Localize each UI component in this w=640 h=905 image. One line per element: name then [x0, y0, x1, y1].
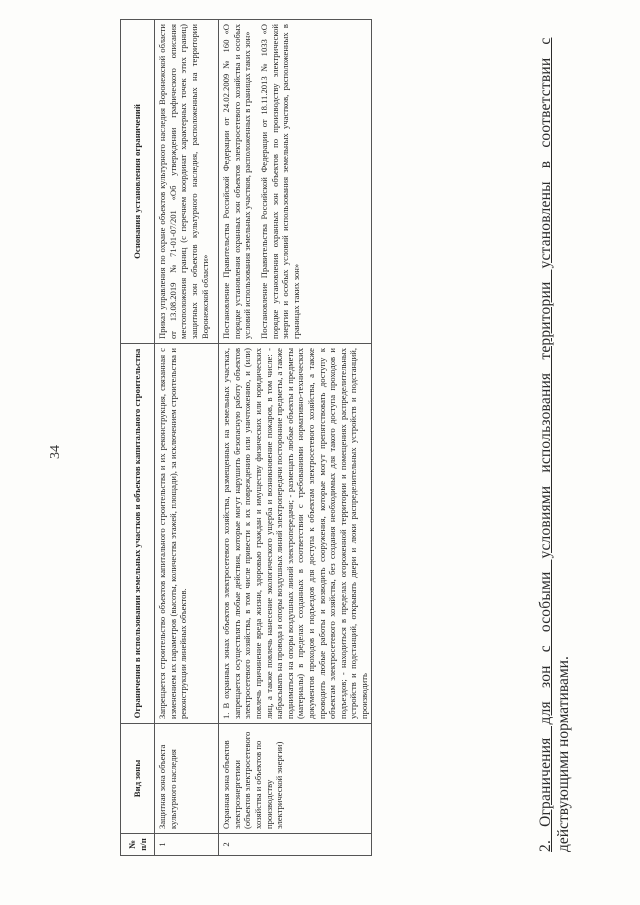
- header-basis: Основания установления ограничений: [121, 20, 155, 344]
- basis-paragraph: Приказ управления по охране объектов культурного наследия Воронежской области от 13.08.2019 №71-01-07/201 «Об утверждении графического описания местоположения границ (с перечнем координат характерных точек этих границ) защитных зон объектов культурного наследия, расположенных на территории Воронежской области»: [157, 24, 210, 339]
- row-zone-type: Защитная зона объекта культурного наследия: [155, 724, 219, 834]
- restrictions-table: [120, 19, 372, 856]
- row-restrictions: 1. В охранных зонах объектов электросетевого хозяйства, размещенных на земельных участках, запрещается осуществлять любые действия, которые могут нарушить безопасную работу объектов электросетевого хозяйства, в том числе привести к их повреждению или уничтожению, и (или) повлечь причинение вреда жизни, здоровью граждан и имуществу физических или юридических лиц, а также повлечь нанесение экологического ущерба и возникновение пожаров, в том числе: - набрасывать на провода и опоры воздушных линий электропередачи посторонние предметы, а также подниматься на опоры воздушных линий электропередачи; - размещать любые объекты и предметы (материалы) в пределах созданных в соответствии с требованиями нормативно-технических документов проходов и подъездов для доступа к объектам электросетевого хозяйства, а также проводить любые работы и возводить сооружения, которые могут препятствовать доступу к объектам электросетевого хозяйства, без создания необходимых для такого доступа проходов и подъездов; - находиться в пределах огороженной территории и помещениях распределительных устройств и подстанций, открывать двери и люки распределительных устройств и подстанций, производить: [219, 344, 372, 724]
- row-restrictions: Запрещается строительство объектов капитального строительства и их реконструкция, связанная с изменением их параметров (высоты, количества этажей, площади), за исключением строительства и реконструкции линейных объектов.: [155, 344, 219, 724]
- header-restrictions: Ограничения в использовании земельных участков и объектов капитального строительства: [121, 344, 155, 724]
- section-heading: [537, 32, 573, 852]
- basis-paragraph: Постановление Правительства Российской Федерации от 24.02.2009 № 160 «О порядке установления охранных зон объектов электросетевого хозяйства и особых условий использования земельных участков, расположенных в границах таких зон»: [221, 24, 253, 339]
- row-zone-type: Охранная зона объектов электроэнергетики (объектов электросетевого хозяйства и объектов по производству электрической энергии): [219, 724, 372, 834]
- table-row: [219, 20, 372, 856]
- row-num: 1: [155, 834, 219, 856]
- heading-line-1: 2. Ограничения для зон с особыми условиями использования территории установлены в соответствии с: [537, 37, 554, 852]
- page-number: 34: [48, 445, 63, 459]
- row-num: 2: [219, 834, 372, 856]
- rotated-sheet: [10, 12, 630, 892]
- table-header-row: [121, 20, 155, 856]
- basis-paragraph: Постановление Правительства Российской Федерации от 18.11.2013 № 1033 «О порядке установления охранных зон объектов по производству электрической энергии и особых условий использования земельных участков, расположенных в границах таких зон»: [258, 24, 301, 339]
- heading-line-2: действующими нормативами.: [555, 656, 572, 852]
- header-num: № п/п: [121, 834, 155, 856]
- header-zone-type: Вид зоны: [121, 724, 155, 834]
- row-basis: [219, 20, 372, 344]
- row-basis: [155, 20, 219, 344]
- table-row: [155, 20, 219, 856]
